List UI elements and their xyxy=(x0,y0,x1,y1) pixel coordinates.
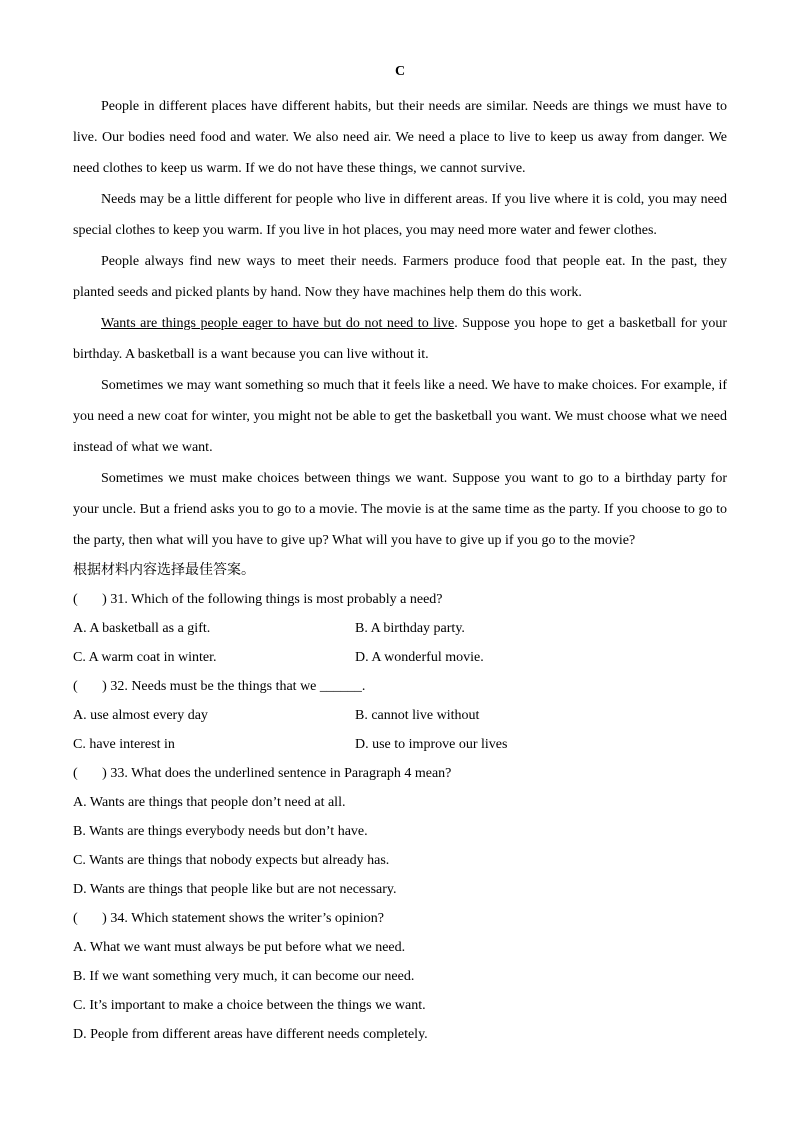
question-32-options-row-2 xyxy=(73,730,727,759)
paragraph-4-rest: . Suppose you hope to get a basketball for your birthday. A basketball is a want because you can live without it. xyxy=(73,316,727,362)
question-34-stem: ( ) 34. Which statement shows the writer’s opinion? xyxy=(73,911,384,926)
option-33-d[interactable]: D. Wants are things that people like but are not necessary. xyxy=(73,882,397,897)
option-32-d[interactable]: D. use to improve our lives xyxy=(355,737,508,752)
question-31-options-row-1 xyxy=(73,614,727,643)
option-32-b[interactable]: B. cannot live without xyxy=(355,708,480,723)
instruction-text: 根据材料内容选择最佳答案。 xyxy=(73,563,255,578)
underlined-sentence: Wants are things people eager to have but do not need to live xyxy=(101,316,455,331)
option-34-d[interactable]: D. People from different areas have different needs completely. xyxy=(73,1027,428,1042)
option-32-c[interactable]: C. have interest in xyxy=(73,737,175,752)
passage-paragraph-5: Sometimes we may want something so much that it feels like a need. We have to make choices. For example, if you need a new coat for winter, you might not be able to get the basketball you want. We must choose what we need instead of what we want. xyxy=(73,378,727,455)
option-31-c[interactable]: C. A warm coat in winter. xyxy=(73,650,217,665)
option-33-c[interactable]: C. Wants are things that nobody expects but already has. xyxy=(73,853,390,868)
option-31-a[interactable]: A. A basketball as a gift. xyxy=(73,621,211,636)
passage-paragraph-3: People always find new ways to meet their needs. Farmers produce food that people eat. In the past, they planted seeds and picked plants by hand. Now they have machines help them do this work. xyxy=(73,254,727,300)
question-32-stem: ( ) 32. Needs must be the things that we ______. xyxy=(73,679,366,694)
passage-paragraph-1: People in different places have different habits, but their needs are similar. Needs are things we must have to live. Our bodies need food and water. We also need air. We need a place to live to keep us away from danger. We need clothes to keep us warm. If we do not have these things, we cannot survive. xyxy=(73,99,727,176)
passage-paragraph-6: Sometimes we must make choices between things we want. Suppose you want to go to a birthday party for your uncle. But a friend asks you to go to a movie. The movie is at the same time as the party. If you choose to go to the party, then what will you have to give up? What will you have to give up if you go to the movie? xyxy=(73,471,727,548)
option-33-a[interactable]: A. Wants are things that people don’t need at all. xyxy=(73,795,346,810)
question-33-stem: ( ) 33. What does the underlined sentence in Paragraph 4 mean? xyxy=(73,766,452,781)
option-34-b[interactable]: B. If we want something very much, it can become our need. xyxy=(73,969,415,984)
option-33-b[interactable]: B. Wants are things everybody needs but don’t have. xyxy=(73,824,368,839)
question-32-options-row-1 xyxy=(73,701,727,730)
exam-page xyxy=(73,62,727,1049)
question-31-stem: ( ) 31. Which of the following things is most probably a need? xyxy=(73,592,443,607)
option-32-a[interactable]: A. use almost every day xyxy=(73,708,208,723)
question-31-options-row-2 xyxy=(73,643,727,672)
option-31-d[interactable]: D. A wonderful movie. xyxy=(355,650,484,665)
passage-paragraph-4 xyxy=(73,308,727,370)
passage-paragraph-2: Needs may be a little different for people who live in different areas. If you live where it is cold, you may need special clothes to keep you warm. If you live in hot places, you may need more water and fewer clothes. xyxy=(73,192,727,238)
option-34-c[interactable]: C. It’s important to make a choice between the things we want. xyxy=(73,998,426,1013)
option-31-b[interactable]: B. A birthday party. xyxy=(355,621,465,636)
section-title: C xyxy=(394,64,406,79)
option-34-a[interactable]: A. What we want must always be put before what we need. xyxy=(73,940,406,955)
